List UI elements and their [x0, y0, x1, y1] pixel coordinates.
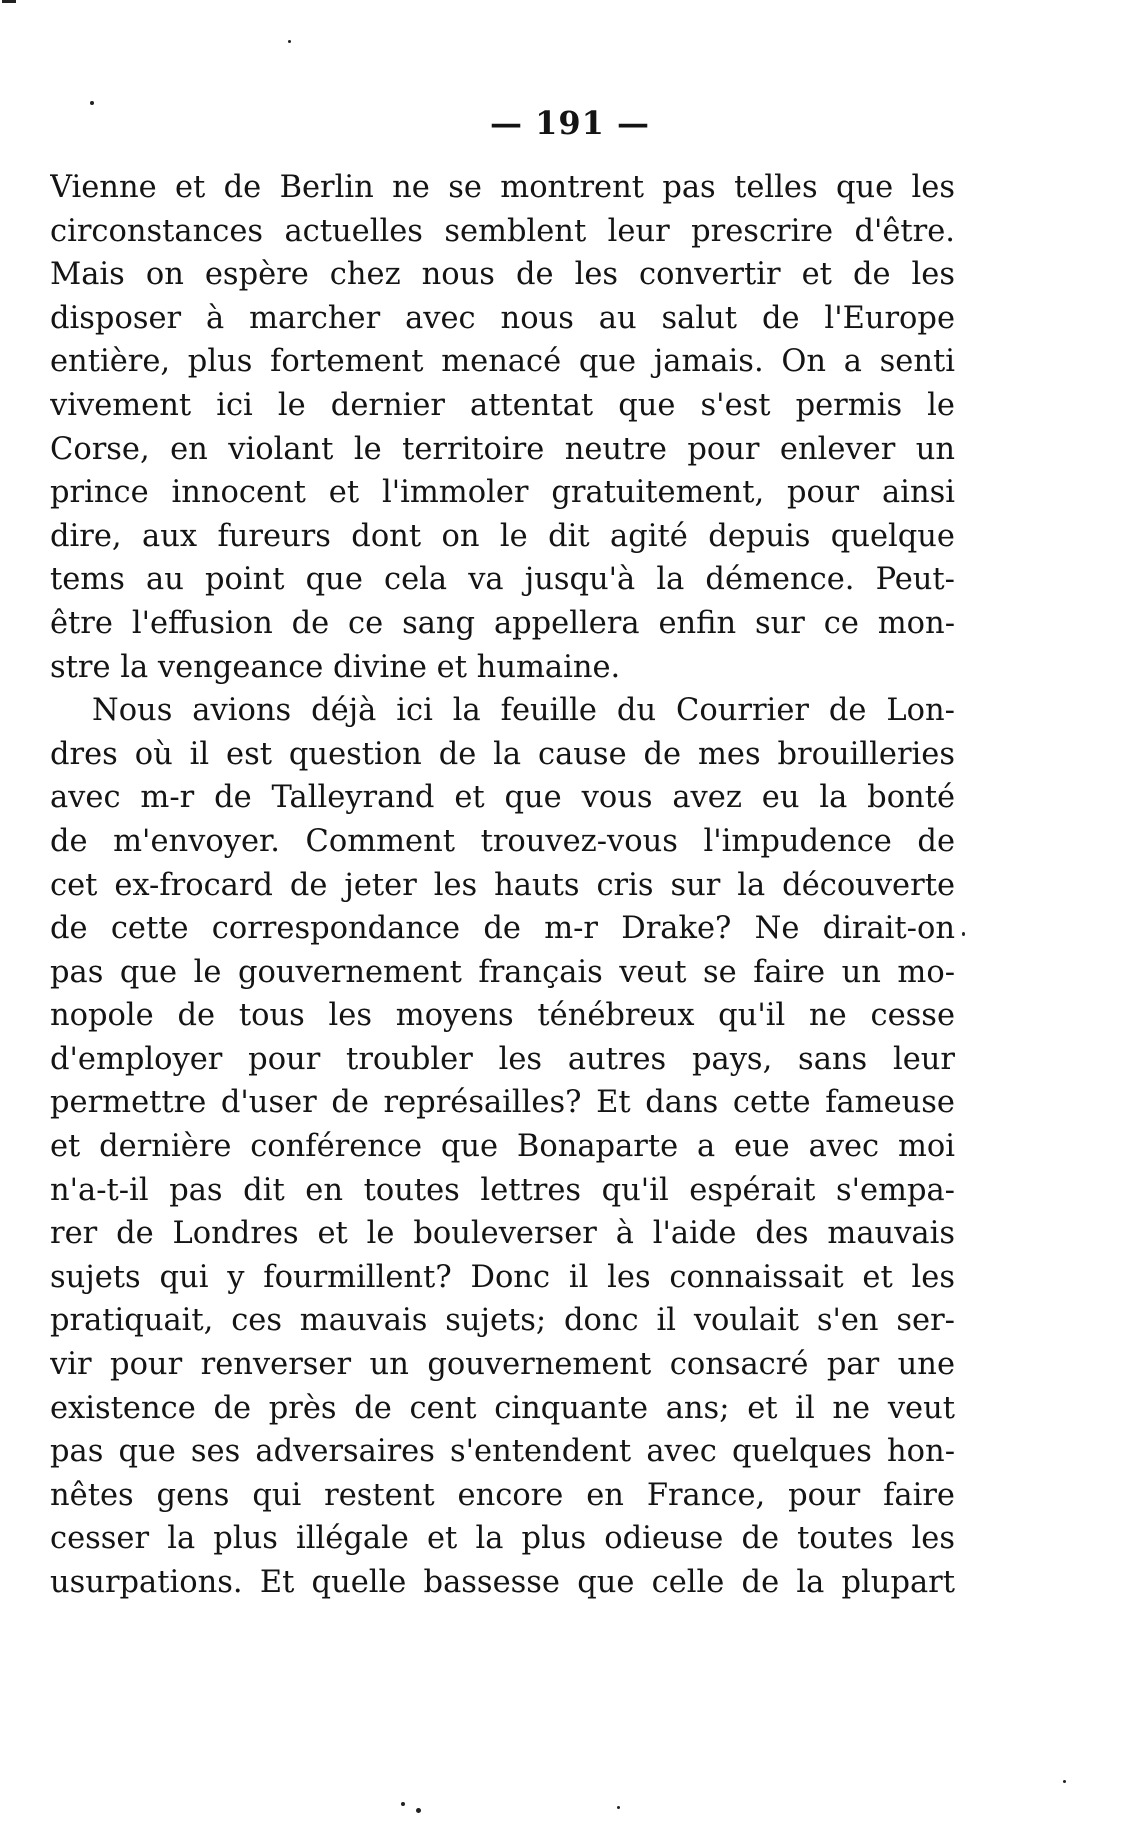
- text-line: sujets qui y fourmillent? Donc il les connaissait et les: [50, 1259, 955, 1295]
- text-line: nêtes gens qui restent encore en France, pour faire: [50, 1477, 955, 1513]
- text-line: être l'effusion de ce sang appellera enfin sur ce mon-: [50, 605, 955, 641]
- text-line: dire, aux fureurs dont on le dit agité depuis quelque: [50, 518, 955, 554]
- text-line: Nous avions déjà ici la feuille du Courrier de Lon-: [92, 693, 955, 729]
- text-line: d'employer pour troubler les autres pays, sans leur: [50, 1041, 955, 1077]
- page-number: — 191 —: [489, 104, 651, 142]
- text-line: avec m-r de Talleyrand et que vous avez eu la bonté: [50, 780, 955, 816]
- text-line: et dernière conférence que Bonaparte a eue avec moi: [50, 1129, 955, 1165]
- text-line: cesser la plus illégale et la plus odieuse de toutes les: [50, 1521, 955, 1557]
- scan-speck: [2, 0, 16, 3]
- text-line: disposer à marcher avec nous au salut de l'Europe: [50, 300, 955, 336]
- text-line: pratiquait, ces mauvais sujets; donc il voulait s'en ser-: [50, 1303, 955, 1339]
- text-line: pas que ses adversaires s'entendent avec quelques hon-: [50, 1434, 955, 1470]
- text-line: pas que le gouvernement français veut se faire un mo-: [50, 954, 955, 990]
- scan-speck: [962, 932, 965, 936]
- text-line: tems au point que cela va jusqu'à la démence. Peut-: [50, 562, 955, 598]
- text-line: de cette correspondance de m-r Drake? Ne dirait-on: [50, 911, 955, 947]
- text-line: entière, plus fortement menacé que jamais. On a senti: [50, 344, 955, 380]
- scan-speck: [617, 1806, 620, 1809]
- text-line: n'a-t-il pas dit en toutes lettres qu'il espérait s'empa-: [50, 1172, 955, 1208]
- text-line: usurpations. Et quelle bassesse que celle de la plupart: [50, 1565, 955, 1600]
- text-line: de m'envoyer. Comment trouvez-vous l'impudence de: [50, 823, 955, 859]
- scan-speck: [90, 101, 94, 105]
- scan-speck: [401, 1802, 405, 1806]
- text-line: cet ex-frocard de jeter les hauts cris sur la découverte: [50, 867, 955, 903]
- scan-speck: [1063, 1780, 1066, 1783]
- text-line: circonstances actuelles semblent leur prescrire d'être.: [50, 213, 955, 249]
- text-line: vir pour renverser un gouvernement consacré par une: [50, 1347, 955, 1383]
- text-line: stre la vengeance divine et humaine.: [50, 649, 621, 685]
- text-line: permettre d'user de représailles? Et dans cette fameuse: [50, 1085, 955, 1121]
- text-line: Vienne et de Berlin ne se montrent pas telles que les: [50, 170, 955, 205]
- text-line: Mais on espère chez nous de les convertir et de les: [50, 257, 955, 293]
- text-line: dres où il est question de la cause de mes brouilleries: [50, 736, 955, 772]
- text-line: existence de près de cent cinquante ans; et il ne veut: [50, 1390, 955, 1426]
- body-text: [50, 166, 955, 1605]
- text-line: nopole de tous les moyens ténébreux qu'il ne cesse: [50, 998, 955, 1034]
- scan-speck: [416, 1808, 421, 1813]
- text-line: vivement ici le dernier attentat que s'est permis le: [50, 387, 955, 423]
- scan-speck: [288, 40, 291, 43]
- text-line: rer de Londres et le bouleverser à l'aide des mauvais: [50, 1216, 955, 1252]
- text-line: prince innocent et l'immoler gratuitement, pour ainsi: [50, 475, 955, 511]
- text-line: Corse, en violant le territoire neutre pour enlever un: [50, 431, 955, 467]
